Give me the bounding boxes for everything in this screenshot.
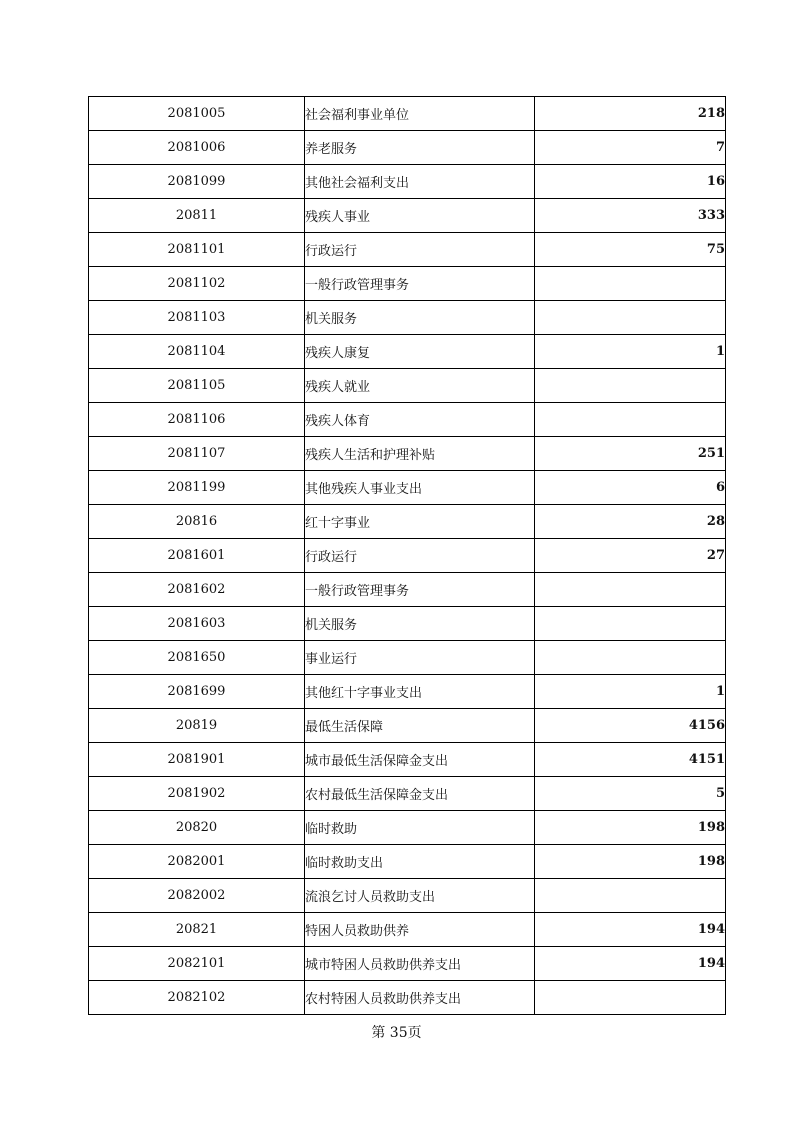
subject-code-cell: 2081106 xyxy=(89,403,305,437)
amount-cell xyxy=(535,607,726,641)
amount-cell xyxy=(535,369,726,403)
page-number: 第 35页 xyxy=(371,1025,422,1041)
amount-cell: 4156 xyxy=(535,709,726,743)
subject-name-cell: 临时救助 xyxy=(305,811,535,845)
subject-code-cell: 2081199 xyxy=(89,471,305,505)
subject-code-cell: 2082102 xyxy=(89,981,305,1015)
amount-cell xyxy=(535,981,726,1015)
subject-name-cell: 行政运行 xyxy=(305,539,535,573)
subject-name-cell: 最低生活保障 xyxy=(305,709,535,743)
amount-cell: 333 xyxy=(535,199,726,233)
table-row xyxy=(89,879,726,913)
amount-cell xyxy=(535,573,726,607)
subject-name-cell: 机关服务 xyxy=(305,301,535,335)
subject-name-cell: 残疾人就业 xyxy=(305,369,535,403)
table-row xyxy=(89,165,726,199)
subject-code-cell: 2081603 xyxy=(89,607,305,641)
subject-name-cell: 特困人员救助供养 xyxy=(305,913,535,947)
subject-code-cell: 20821 xyxy=(89,913,305,947)
subject-code-cell: 20811 xyxy=(89,199,305,233)
amount-cell: 218 xyxy=(535,97,726,131)
subject-name-cell: 红十字事业 xyxy=(305,505,535,539)
table-row xyxy=(89,369,726,403)
subject-name-cell: 其他残疾人事业支出 xyxy=(305,471,535,505)
amount-cell: 28 xyxy=(535,505,726,539)
table-row xyxy=(89,233,726,267)
subject-name-cell: 流浪乞讨人员救助支出 xyxy=(305,879,535,913)
table-row xyxy=(89,539,726,573)
table-row xyxy=(89,947,726,981)
subject-name-cell: 临时救助支出 xyxy=(305,845,535,879)
amount-cell: 6 xyxy=(535,471,726,505)
table-row xyxy=(89,709,726,743)
budget-table xyxy=(88,96,726,1015)
amount-cell xyxy=(535,301,726,335)
amount-cell: 1 xyxy=(535,675,726,709)
amount-cell: 194 xyxy=(535,913,726,947)
table-row xyxy=(89,777,726,811)
subject-name-cell: 农村特困人员救助供养支出 xyxy=(305,981,535,1015)
table-row xyxy=(89,607,726,641)
subject-name-cell: 残疾人生活和护理补贴 xyxy=(305,437,535,471)
amount-cell: 198 xyxy=(535,811,726,845)
subject-name-cell: 残疾人体育 xyxy=(305,403,535,437)
subject-name-cell: 一般行政管理事务 xyxy=(305,573,535,607)
subject-code-cell: 2081105 xyxy=(89,369,305,403)
table-row xyxy=(89,335,726,369)
subject-name-cell: 社会福利事业单位 xyxy=(305,97,535,131)
amount-cell: 75 xyxy=(535,233,726,267)
table-row xyxy=(89,913,726,947)
subject-code-cell: 2081006 xyxy=(89,131,305,165)
table-body xyxy=(89,97,726,1015)
table-row xyxy=(89,811,726,845)
amount-cell: 251 xyxy=(535,437,726,471)
subject-code-cell: 2081099 xyxy=(89,165,305,199)
subject-name-cell: 残疾人康复 xyxy=(305,335,535,369)
subject-name-cell: 城市特困人员救助供养支出 xyxy=(305,947,535,981)
subject-code-cell: 2081102 xyxy=(89,267,305,301)
subject-name-cell: 事业运行 xyxy=(305,641,535,675)
subject-name-cell: 行政运行 xyxy=(305,233,535,267)
subject-code-cell: 2082002 xyxy=(89,879,305,913)
subject-code-cell: 2081650 xyxy=(89,641,305,675)
table-row xyxy=(89,573,726,607)
subject-name-cell: 其他红十字事业支出 xyxy=(305,675,535,709)
amount-cell: 16 xyxy=(535,165,726,199)
table-row xyxy=(89,97,726,131)
amount-cell: 1 xyxy=(535,335,726,369)
table-row xyxy=(89,845,726,879)
table-row xyxy=(89,505,726,539)
amount-cell: 7 xyxy=(535,131,726,165)
amount-cell xyxy=(535,267,726,301)
table-row xyxy=(89,199,726,233)
table-row xyxy=(89,743,726,777)
subject-code-cell: 2082101 xyxy=(89,947,305,981)
amount-cell xyxy=(535,641,726,675)
subject-name-cell: 养老服务 xyxy=(305,131,535,165)
table-row xyxy=(89,981,726,1015)
subject-code-cell: 2081601 xyxy=(89,539,305,573)
table-row xyxy=(89,267,726,301)
subject-code-cell: 2081005 xyxy=(89,97,305,131)
subject-name-cell: 残疾人事业 xyxy=(305,199,535,233)
table-row xyxy=(89,471,726,505)
amount-cell: 198 xyxy=(535,845,726,879)
amount-cell: 4151 xyxy=(535,743,726,777)
amount-cell: 27 xyxy=(535,539,726,573)
subject-code-cell: 20820 xyxy=(89,811,305,845)
subject-code-cell: 20816 xyxy=(89,505,305,539)
amount-cell: 5 xyxy=(535,777,726,811)
subject-name-cell: 农村最低生活保障金支出 xyxy=(305,777,535,811)
subject-code-cell: 2081602 xyxy=(89,573,305,607)
amount-cell xyxy=(535,879,726,913)
subject-code-cell: 2081901 xyxy=(89,743,305,777)
subject-code-cell: 2081103 xyxy=(89,301,305,335)
subject-code-cell: 2081902 xyxy=(89,777,305,811)
subject-name-cell: 一般行政管理事务 xyxy=(305,267,535,301)
subject-code-cell: 2081107 xyxy=(89,437,305,471)
subject-name-cell: 其他社会福利支出 xyxy=(305,165,535,199)
subject-name-cell: 城市最低生活保障金支出 xyxy=(305,743,535,777)
table-row xyxy=(89,641,726,675)
subject-code-cell: 2082001 xyxy=(89,845,305,879)
table-row xyxy=(89,403,726,437)
table-row xyxy=(89,131,726,165)
subject-code-cell: 2081101 xyxy=(89,233,305,267)
subject-code-cell: 2081699 xyxy=(89,675,305,709)
subject-name-cell: 机关服务 xyxy=(305,607,535,641)
table-row xyxy=(89,437,726,471)
table-row xyxy=(89,301,726,335)
table-row xyxy=(89,675,726,709)
amount-cell: 194 xyxy=(535,947,726,981)
amount-cell xyxy=(535,403,726,437)
subject-code-cell: 20819 xyxy=(89,709,305,743)
subject-code-cell: 2081104 xyxy=(89,335,305,369)
